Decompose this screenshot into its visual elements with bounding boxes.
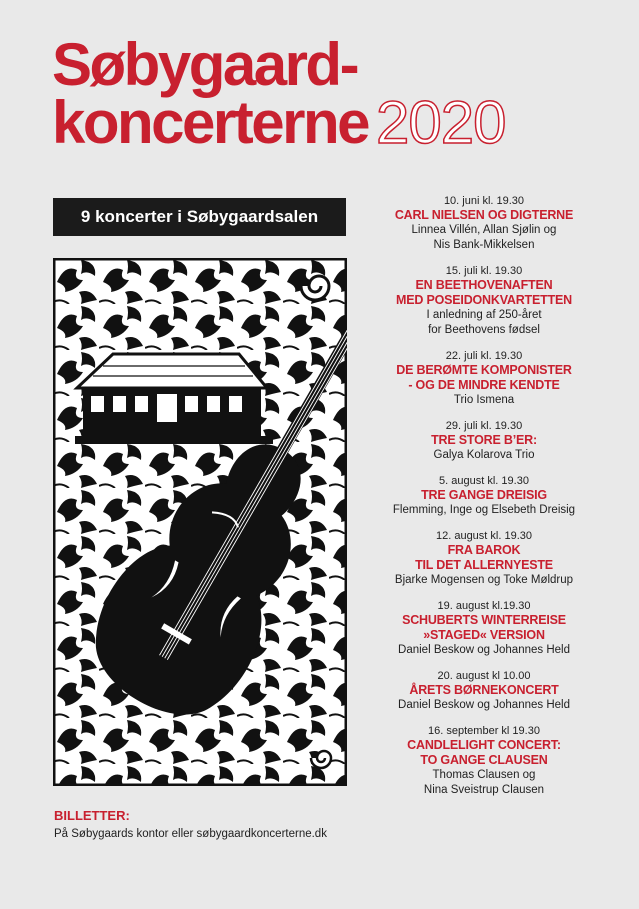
concert-title: ÅRETS BØRNEKONCERT [409, 683, 559, 697]
tickets-info: På Søbygaards kontor eller søbygaardkoncerterne.dk [54, 828, 327, 840]
concert-title: MED POSEIDONKVARTETTEN [396, 293, 572, 307]
concert-title: - OG DE MINDRE KENDTE [408, 378, 560, 392]
title-line-2 [52, 89, 506, 156]
concert-count-badge: 9 koncerter i Søbygaardsalen [53, 198, 346, 236]
concert-title: TO GANGE CLAUSEN [420, 753, 548, 767]
concert-item [372, 724, 596, 798]
concert-item [372, 349, 596, 408]
concert-title: TIL DET ALLERNYESTE [415, 558, 553, 572]
concert-title: TRE GANGE DREISIG [421, 488, 547, 502]
concert-list [372, 194, 596, 809]
title-year: 2020 [375, 89, 506, 156]
concert-item [372, 419, 596, 463]
title-line-1: Søbygaard- [52, 31, 358, 98]
concert-title: CANDLELIGHT CONCERT: [407, 738, 561, 752]
tickets-heading: BILLETTER: [54, 808, 130, 823]
concert-item [372, 474, 596, 518]
concert-item [372, 194, 596, 253]
concert-performers: for Beethovens fødsel [428, 324, 540, 336]
concert-title: CARL NIELSEN OG DIGTERNE [394, 208, 574, 222]
concert-performers: Bjarke Mogensen og Toke Møldrup [394, 574, 574, 586]
concert-title: FRA BAROK [447, 543, 521, 557]
concert-performers: Thomas Clausen og [432, 769, 536, 781]
concert-title: SCHUBERTS WINTERREISE [402, 613, 566, 627]
concert-item [372, 264, 596, 338]
concert-performers: Galya Kolarova Trio [433, 449, 535, 461]
concert-date: 22. juli kl. 19.30 [445, 350, 523, 362]
papercut-double-bass-manor-icon [53, 258, 347, 786]
concert-title: EN BEETHOVENAFTEN [415, 278, 553, 292]
concert-performers: Trio Ismena [453, 394, 515, 406]
concert-performers: Nis Bank-Mikkelsen [433, 239, 535, 251]
concert-item [372, 669, 596, 713]
concert-performers: Linnea Villén, Allan Sjølin og [411, 224, 557, 236]
concert-date: 29. juli kl. 19.30 [445, 420, 523, 432]
title-line-2-text: koncerterne [52, 89, 368, 156]
concert-item [372, 599, 596, 658]
concert-date: 19. august kl.19.30 [437, 600, 531, 612]
tickets-section [54, 808, 327, 842]
concert-date: 10. juni kl. 19.30 [443, 195, 525, 207]
concert-performers: Daniel Beskow og Johannes Held [398, 644, 570, 656]
concert-title: TRE STORE B’ER: [431, 433, 537, 447]
concert-date: 15. juli kl. 19.30 [445, 265, 523, 277]
concert-date: 5. august kl. 19.30 [439, 475, 529, 487]
concert-performers: Daniel Beskow og Johannes Held [398, 699, 570, 711]
concert-performers: I anledning af 250-året [426, 309, 542, 321]
concert-date: 12. august kl. 19.30 [435, 530, 532, 542]
concert-title: »STAGED« VERSION [423, 628, 545, 642]
concert-date: 16. september kl 19.30 [428, 725, 540, 737]
concert-item [372, 529, 596, 588]
concert-title: DE BERØMTE KOMPONISTER [396, 363, 572, 377]
concert-performers: Flemming, Inge og Elsebeth Dreisig [392, 504, 576, 516]
concert-performers: Nina Sveistrup Clausen [423, 784, 545, 796]
concert-date: 20. august kl 10.00 [437, 670, 531, 682]
poster-title [52, 31, 506, 156]
